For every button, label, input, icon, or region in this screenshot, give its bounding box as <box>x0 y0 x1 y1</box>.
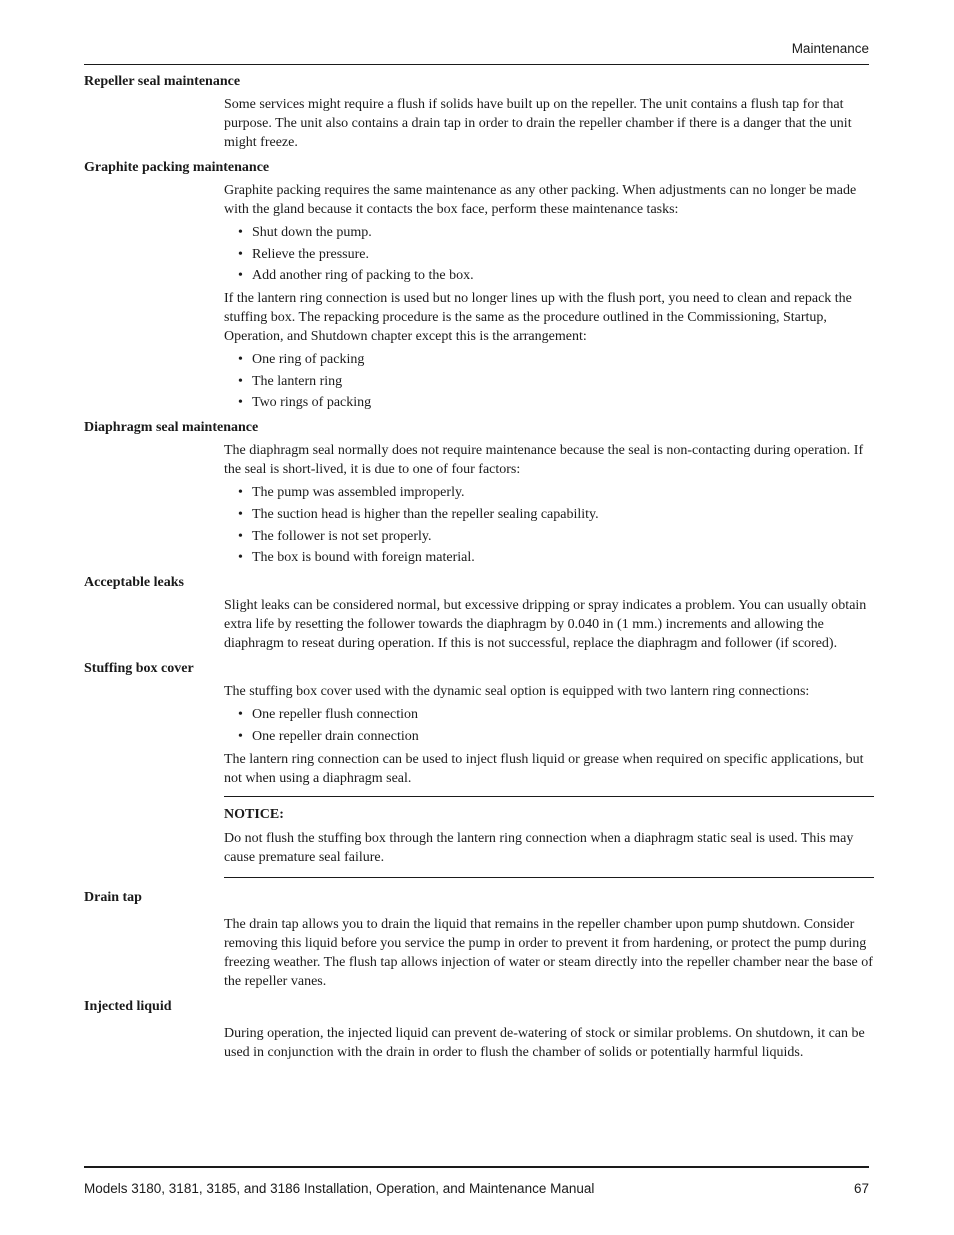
section-heading: Repeller seal maintenance <box>84 74 241 89</box>
paragraph: The stuffing box cover used with the dynamic seal option is equipped with two lantern ring connections: <box>224 684 810 700</box>
bullet-list <box>224 483 874 567</box>
bullet-list <box>224 223 874 285</box>
notice-text: Do not flush the stuffing box through the lantern ring connection when a diaphragm static seal is used. This may cause premature seal failure. <box>224 830 854 865</box>
list-item: • Relieve the pressure. <box>238 245 874 264</box>
footer-manual-title: Models 3180, 3181, 3185, and 3186 Installation, Operation, and Maintenance Manual <box>84 1181 595 1196</box>
section-repeller-seal <box>84 72 874 152</box>
paragraph: Some services might require a flush if solids have built up on the repeller. The unit contains a flush tap for that purpose. The unit also contains a drain tap in order to drain the repeller chamber if there is a danger that the unit might freeze. <box>224 97 852 150</box>
header-rule <box>84 64 869 65</box>
paragraph: Slight leaks can be considered normal, but excessive dripping or spray indicates a problem. You can usually obtain extra life by resetting the follower towards the diaphragm by 0.040 in (1 mm.) increments and allowing the diaphragm to reseat during operation. If this is not successful, replace the diaphragm and follower (if scored). <box>224 598 867 652</box>
footer-page-number: 67 <box>853 1181 869 1196</box>
list-item: • Two rings of packing <box>238 393 874 412</box>
notice-title: NOTICE: <box>224 806 284 822</box>
paragraph: The lantern ring connection can be used to inject flush liquid or grease when required on specific applications, but not when using a diaphragm seal. <box>224 751 864 786</box>
section-heading: Injected liquid <box>84 998 172 1014</box>
section-heading: Graphite packing maintenance <box>84 160 270 175</box>
list-item: • The suction head is higher than the repeller sealing capability. <box>238 505 874 524</box>
paragraph: The drain tap allows you to drain the liquid that remains in the repeller chamber upon pump shutdown. Consider removing this liquid before you service the pump in order to prevent it from hardening, or protect the pump during freezing weather. The flush tap allows injection of water or steam directly into the repeller chamber near the base of the repeller vanes. <box>224 916 873 989</box>
paragraph: If the lantern ring connection is used but no longer lines up with the flush port, you need to clean and repack the stuffing box. The repacking procedure is the same as the procedure outlined in the Commissioning, Startup, Operation, and Shutdown chapter except this is the arrangement: <box>224 291 852 345</box>
section-diaphragm-seal <box>84 418 874 567</box>
list-item: • The follower is not set properly. <box>238 527 874 546</box>
section-heading: Drain tap <box>84 889 142 905</box>
bullet-list <box>224 350 874 412</box>
list-item: • Shut down the pump. <box>238 223 874 242</box>
list-item: • The pump was assembled improperly. <box>238 483 874 502</box>
list-item: • One repeller flush connection <box>238 705 874 724</box>
list-item: • The lantern ring <box>238 372 874 391</box>
paragraph: Graphite packing requires the same maintenance as any other packing. When adjustments can no longer be made with the gland because it contacts the box face, perform these maintenance tasks: <box>224 183 857 217</box>
section-stuffing-box-cover <box>84 659 874 878</box>
bullet-list <box>224 705 874 746</box>
list-item: • Add another ring of packing to the box. <box>238 266 874 285</box>
list-item: • The box is bound with foreign material. <box>238 548 874 567</box>
section-graphite-packing <box>84 158 874 412</box>
paragraph: During operation, the injected liquid can prevent de-watering of stock or similar problems. On shutdown, it can be used in conjunction with the drain in order to flush the chamber of solids or potentially harmful liquids. <box>224 1025 865 1060</box>
footer-rule <box>84 1166 869 1168</box>
list-item: • One ring of packing <box>238 350 874 369</box>
list-item: • One repeller drain connection <box>238 727 874 746</box>
section-drain-tap <box>84 888 874 991</box>
section-heading: Stuffing box cover <box>84 661 194 677</box>
section-acceptable-leaks <box>84 573 874 653</box>
running-header: Maintenance <box>791 41 869 56</box>
notice-box <box>224 796 874 878</box>
paragraph: The diaphragm seal normally does not require maintenance because the seal is non-contacting during operation. If the seal is short-lived, it is due to one of four factors: <box>224 443 864 478</box>
section-heading: Acceptable leaks <box>84 575 184 591</box>
section-heading: Diaphragm seal maintenance <box>84 420 259 436</box>
page-content <box>84 72 874 1068</box>
section-injected-liquid <box>84 997 874 1062</box>
